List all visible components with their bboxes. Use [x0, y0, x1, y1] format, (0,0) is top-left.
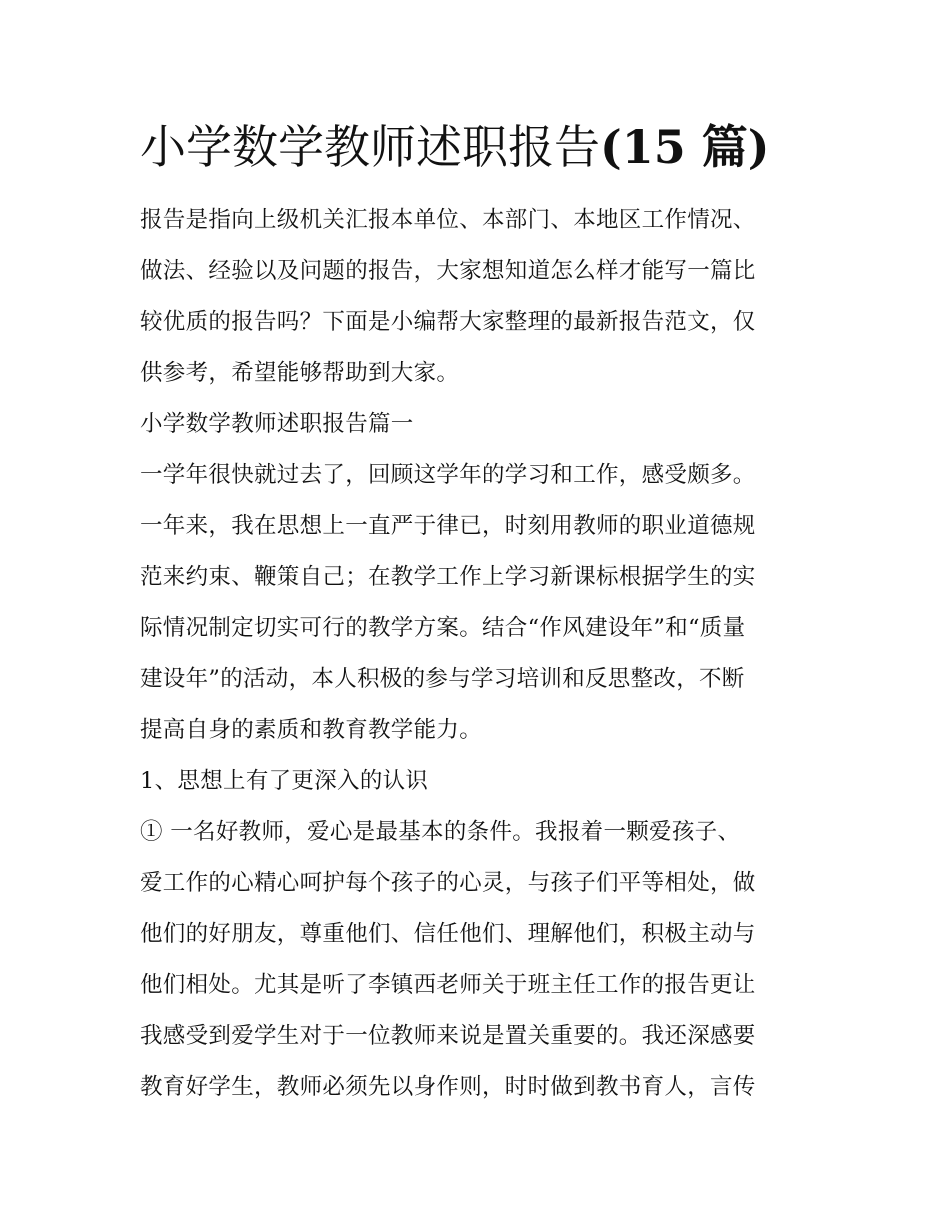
text-line: 爱工作的心精心呵护每个孩子的心灵，与孩子们平等相处，做 — [140, 870, 756, 896]
text-line: 一年来，我在思想上一直严于律已，时刻用教师的职业道德规 — [140, 513, 756, 539]
document-title — [140, 112, 840, 182]
text-line: 一学年很快就过去了，回顾这学年的学习和工作，感受颇多。 — [140, 462, 756, 488]
subheading-text: 1、思想上有了更深入的认识 — [140, 768, 429, 794]
text-line: ① 一名好教师，爱心是最基本的条件。我报着一颗爱孩子、 — [140, 819, 741, 845]
paragraph-one — [140, 450, 815, 756]
title-main: 小学数学教师述职报告 — [140, 120, 600, 174]
section-heading — [140, 399, 815, 450]
text-line: 范来约束、鞭策自己；在教学工作上学习新课标根据学生的实 — [140, 564, 756, 590]
text-line: 教育好学生，教师必须先以身作则，时时做到教书育人，言传 — [140, 1074, 756, 1100]
text-line: 供参考，希望能够帮助到大家。 — [140, 360, 460, 386]
section-heading-text: 小学数学教师述职报告篇一 — [140, 411, 414, 437]
paragraph-two — [140, 807, 815, 1113]
text-line: 我感受到爱学生对于一位教师来说是置关重要的。我还深感要 — [140, 1023, 756, 1049]
subheading — [140, 756, 815, 807]
text-line: 建设年”的活动，本人积极的参与学习培训和反思整改，不断 — [140, 666, 745, 692]
text-line: 较优质的报告吗？下面是小编帮大家整理的最新报告范文，仅 — [140, 309, 756, 335]
text-line: 他们的好朋友，尊重他们、信任他们、理解他们，积极主动与 — [140, 921, 756, 947]
text-line: 做法、经验以及问题的报告，大家想知道怎么样才能写一篇比 — [140, 258, 756, 284]
text-line: 他们相处。尤其是听了李镇西老师关于班主任工作的报告更让 — [140, 972, 756, 998]
text-line: 际情况制定切实可行的教学方案。结合“作风建设年”和“质量 — [140, 615, 746, 641]
text-line: 报告是指向上级机关汇报本单位、本部门、本地区工作情况、 — [140, 207, 756, 233]
intro-paragraph — [140, 195, 815, 399]
title-suffix: (15 篇) — [600, 120, 770, 174]
document-body — [140, 195, 815, 1113]
text-line: 提高自身的素质和教育教学能力。 — [140, 717, 483, 743]
